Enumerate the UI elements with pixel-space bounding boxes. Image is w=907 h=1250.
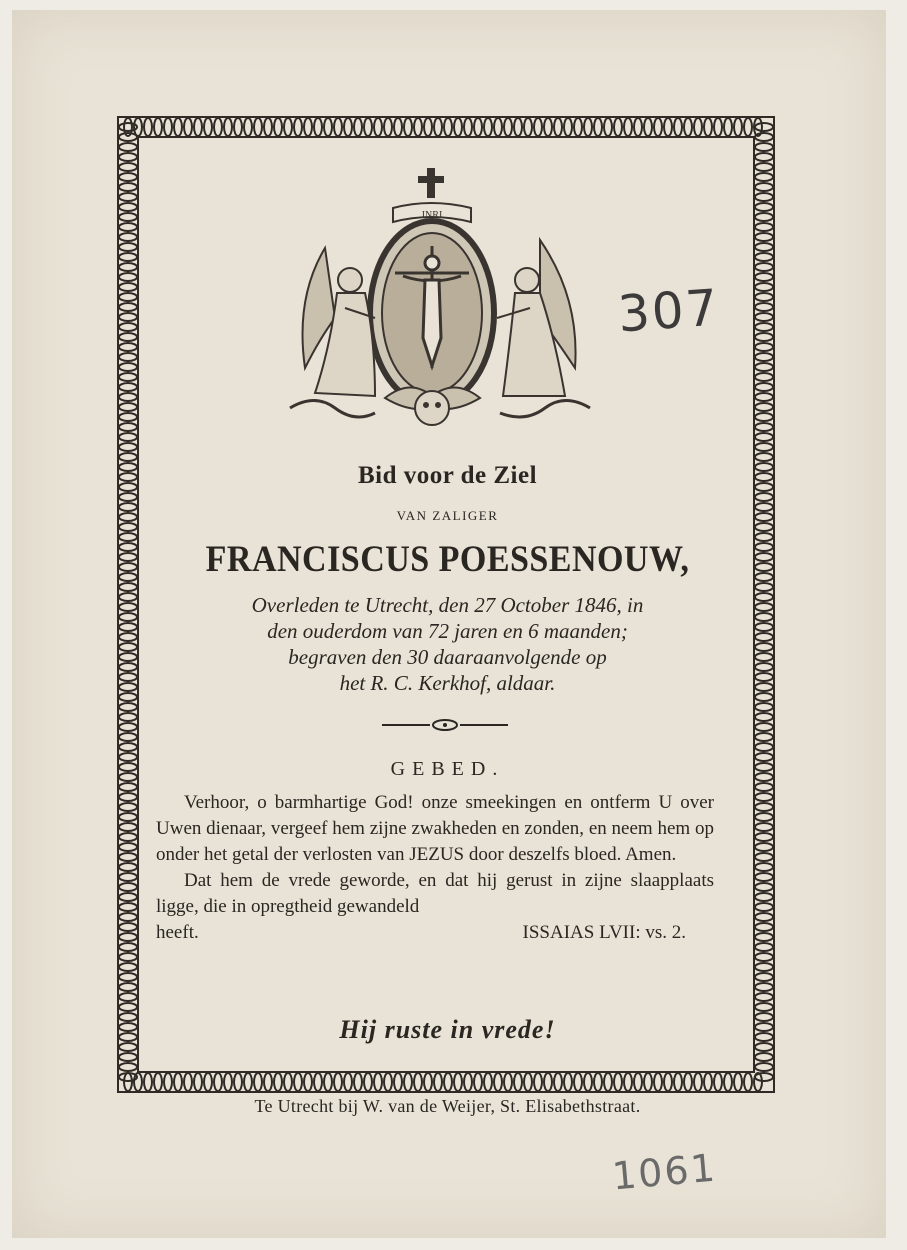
death-details [150, 592, 745, 696]
details-line-3: begraven den 30 daaraanvolgende op [288, 645, 607, 669]
details-line-4: het R. C. Kerkhof, aldaar. [339, 671, 556, 695]
deceased-name: FRANCISCUS POESSENOUW, [205, 539, 690, 580]
titulus-text: INRI [421, 210, 443, 221]
details-line-1: Overleden te Utrecht, den 27 October 1846, in [251, 593, 644, 617]
cross-icon [418, 168, 444, 198]
handwritten-number-bottom: 1061 [610, 1145, 719, 1199]
kneeling-angel-left-icon [303, 248, 376, 396]
ornamental-divider [380, 717, 510, 733]
heading-bid: Bid voor de Ziel [357, 462, 538, 489]
prayer-title: GEBED. [390, 758, 505, 780]
prayer-paragraph-2: Dat hem de vrede geworde, en dat hij gerust in zijne slaapplaats ligge, die in opregtheid gewandeld [156, 870, 714, 917]
heading-van-zaliger: VAN ZALIGER [396, 508, 499, 523]
prayer-last-word: heeft. [156, 922, 199, 943]
details-line-2: den ouderdom van 72 jaren en 6 maanden; [267, 619, 628, 643]
prayer-text [156, 790, 714, 946]
printer-credit: Te Utrecht bij W. van de Weijer, St. Elisabethstraat. [254, 1096, 641, 1116]
cherub-head-icon [385, 387, 480, 425]
handwritten-number-top: 307 [616, 278, 722, 344]
closing-blessing: Hij ruste in vrede! [339, 1015, 556, 1044]
kneeling-angel-right-icon [497, 240, 576, 396]
crucifix-with-angels-emblem [275, 168, 605, 448]
prayer-paragraph-1: Verhoor, o barmhartige God! onze smeekingen en ontferm U over Uwen dienaar, vergeef hem zijne zwakheden en zonden, en neem hem op onder het getal der verlosten van JEZUS door deszelfs bloed. Amen. [156, 792, 714, 865]
prayer-reference-line [156, 920, 714, 946]
scripture-reference: ISSAIAS LVII: vs. 2. [522, 922, 686, 943]
